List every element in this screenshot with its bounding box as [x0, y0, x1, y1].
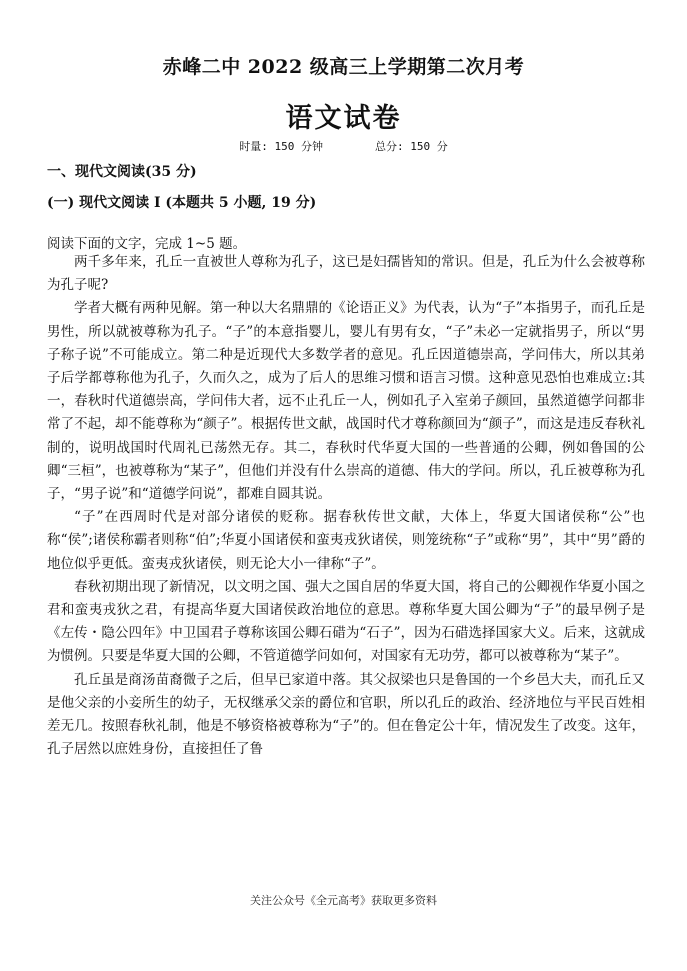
exam-title: 赤峰二中 2022 级高三上学期第二次月考: [162, 56, 525, 78]
passage-paragraph: 学者大概有两种见解。第一种以大名鼎鼎的《论语正义》为代表，认为“子”本指男子，而孔丘是男性，所以就被尊称为孔子。“子”的本意指婴儿，婴儿有男有女，“子”未必一定就指男子，所以“男子称子说”不可能成立。第二种是近现代大多数学者的意见。孔丘因道德崇高，学问伟大，所以其弟子后学都尊称他为孔子，久而久之，成为了后人的思维习惯和语言习惯。这种意见恐怕也难成立:其一，春秋时代道德崇高，学问伟大者，远不止孔丘一人，例如孔子入室弟子颜回，虽然道德学问都非常了不起，却不能尊称为“颜子”。根据传世文献，战国时代才尊称颜回为“颜子”，而这是违反春秋礼制的，说明战国时代周礼已荡然无存。其二，春秋时代华夏大国的一些普通的公卿，例如鲁国的公卿“三桓”，也被尊称为“某子”，但他们并没有什么崇高的道德、伟大的学问。所以，孔丘被尊称为孔子，“男子说”和“道德学问说”，都难自圆其说。: [47, 300, 645, 503]
passage-paragraph: 春秋初期出现了新情况，以文明之国、强大之国自居的华夏大国，将自己的公卿视作华夏小国之君和蛮夷戎狄之君，有提高华夏大国诸侯政治地位的意思。尊称华夏大国公卿为“子”的最早例子是《左传・隐公四年》中卫国君子尊称该国公卿石碏为“石子”，因为石碏选择国家大义。后来，这就成为惯例。只要是华夏大国的公卿，不管道德学问如何，对国家有无功劳，都可以被尊称为“某子”。: [47, 578, 645, 665]
page-footer: 关注公众号《全元高考》获取更多资料: [250, 894, 437, 907]
passage-paragraph: 两千多年来，孔丘一直被世人尊称为孔子，这已是妇孺皆知的常识。但是，孔丘为什么会被尊称为孔子呢?: [47, 254, 645, 294]
reading-passage: [47, 251, 645, 761]
time-limit: 时量: 150 分钟: [239, 140, 323, 153]
reading-instruction: 阅读下面的文字，完成 1~5 题。: [47, 236, 247, 252]
passage-paragraph: 孔丘虽是商汤苗裔微子之后，但早已家道中落。其父叔梁也只是鲁国的一个乡邑大夫，而孔丘又是他父亲的小妾所生的幼子，无权继承父亲的爵位和官职，所以孔丘的政治、经济地位与平民百姓相差无几。按照春秋礼制，他是不够资格被尊称为“子”的。但在鲁定公十年，情况发生了改变。这年，孔子居然以庶姓身份，直接担任了鲁: [47, 671, 645, 758]
section-heading: 一、现代文阅读(35 分): [47, 164, 197, 180]
subsection-heading: (一) 现代文阅读 Ⅰ (本题共 5 小题, 19 分): [47, 195, 317, 211]
total-score: 总分: 150 分: [375, 140, 448, 153]
exam-meta: [0, 138, 687, 154]
subject-title: 语文试卷: [285, 103, 402, 134]
passage-paragraph: “子”在西周时代是对部分诸侯的贬称。据春秋传世文献，大体上，华夏大国诸侯称“公”也称“侯”;诸侯称霸者则称“伯”;华夏小国诸侯和蛮夷戎狄诸侯，则笼统称“子”或称“男”，其中“男”爵的地位似乎更低。蛮夷戎狄诸侯，则无论大小一律称“子”。: [47, 509, 645, 572]
